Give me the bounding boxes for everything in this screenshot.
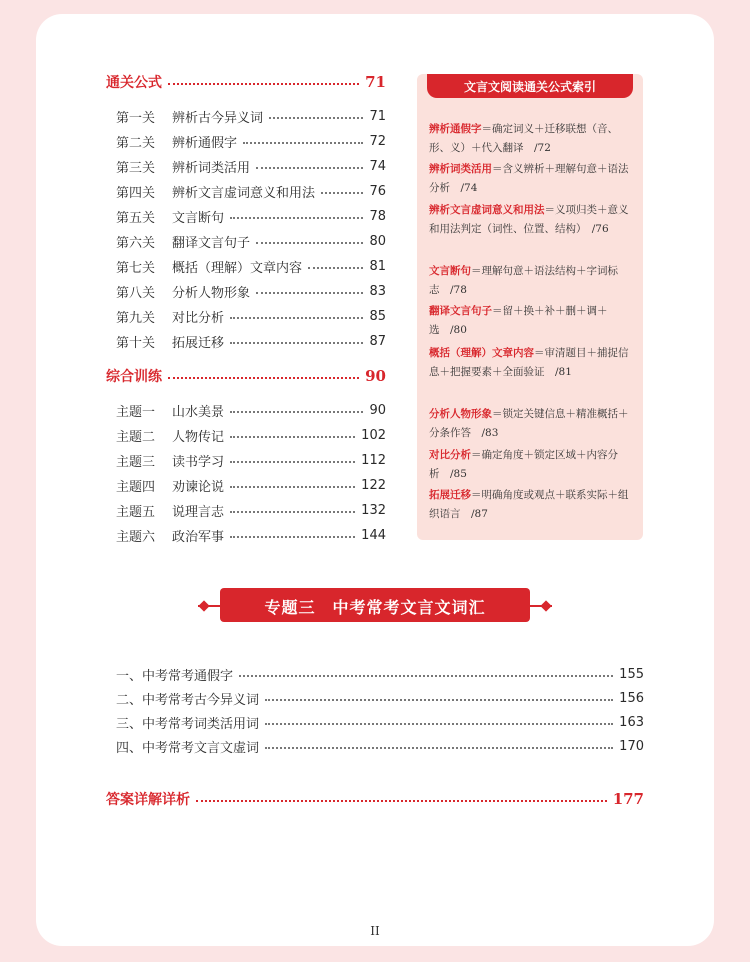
leader-dots — [230, 486, 355, 488]
toc-entry[interactable] — [116, 231, 386, 251]
entry-number: 第五关 — [116, 210, 156, 226]
toc-entry[interactable] — [116, 256, 386, 276]
entry-page: 76 — [369, 183, 386, 199]
entry-title: 辨析词类活用 — [172, 160, 251, 176]
entry-page: 81 — [369, 258, 386, 274]
leader-dots — [256, 292, 363, 294]
banner-title: 专题三 中考常考文言文词汇 — [264, 598, 486, 617]
entry-title: 文言断句 — [172, 210, 225, 226]
toc-entry[interactable] — [116, 281, 386, 301]
entry-number: 主题五 — [116, 504, 156, 520]
entry-page: 170 — [619, 738, 644, 754]
leader-dots — [230, 342, 363, 344]
index-entry-text: ＝明确角度或观点＋联系实际＋组织语言 /87 — [429, 489, 629, 520]
toc-entry[interactable] — [116, 500, 386, 520]
index-title: 文言文阅读通关公式索引 — [463, 80, 596, 94]
topic-banner[interactable] — [198, 586, 552, 626]
entry-page: 163 — [619, 714, 644, 730]
entry-number: 第二关 — [116, 135, 156, 151]
leader-dots — [230, 436, 355, 438]
toc-section-formulas[interactable] — [106, 72, 386, 92]
leader-dots — [256, 167, 363, 169]
entry-page: 156 — [619, 690, 644, 706]
entry-number: 主题一 — [116, 404, 156, 420]
index-entry[interactable] — [429, 344, 635, 382]
leader-dots — [230, 411, 363, 413]
toc-entry[interactable] — [116, 425, 386, 445]
index-entry[interactable] — [429, 405, 635, 443]
entry-page: 71 — [369, 108, 386, 124]
toc-entry[interactable] — [116, 131, 386, 151]
entry-title: 三、中考常考词类活用词 — [116, 716, 260, 732]
index-entry-text: ＝确定词义＋迁移联想（音、形、义）＋代入翻译 /72 — [429, 123, 618, 154]
index-entry-key: 辨析通假字 — [429, 123, 482, 135]
index-entry-text: ＝义项归类＋意义和用法判定（词性、位置、结构） /76 — [429, 204, 629, 235]
leader-dots — [230, 536, 355, 538]
entry-number: 第九关 — [116, 310, 156, 326]
index-entry-text: ＝留＋换＋补＋删＋调＋选 /80 — [429, 305, 608, 336]
entry-page: 83 — [369, 283, 386, 299]
leader-dots — [269, 117, 363, 119]
entry-number: 第六关 — [116, 235, 156, 251]
banner-ornament-right — [540, 600, 551, 611]
entry-number: 第七关 — [116, 260, 156, 276]
leader-dots — [243, 142, 363, 144]
entry-title: 分析人物形象 — [172, 285, 251, 301]
entry-page: 122 — [361, 477, 386, 493]
section-page: 71 — [365, 73, 386, 91]
entry-number: 主题二 — [116, 429, 156, 445]
index-header — [417, 74, 643, 98]
leader-dots — [230, 511, 355, 513]
index-entry-key: 辨析文言虚词意义和用法 — [429, 204, 545, 216]
toc-entry[interactable] — [116, 450, 386, 470]
toc-entry[interactable] — [116, 181, 386, 201]
toc-entry[interactable] — [116, 206, 386, 226]
entry-title: 人物传记 — [172, 429, 225, 445]
index-entry[interactable] — [429, 201, 635, 239]
entry-number: 第四关 — [116, 185, 156, 201]
toc-entry[interactable] — [116, 664, 644, 684]
leader-dots — [256, 242, 363, 244]
entry-number: 主题四 — [116, 479, 156, 495]
toc-entry[interactable] — [116, 688, 644, 708]
toc-entry[interactable] — [116, 331, 386, 351]
section-page: 90 — [365, 367, 386, 385]
toc-entry[interactable] — [116, 106, 386, 126]
index-entry-text: ＝确定角度＋锁定区域＋内容分析 /85 — [429, 449, 618, 480]
toc-entry[interactable] — [116, 525, 386, 545]
leader-dots — [196, 800, 607, 802]
entry-title: 山水美景 — [172, 404, 225, 420]
entry-title: 对比分析 — [172, 310, 225, 326]
entry-title: 概括（理解）文章内容 — [172, 260, 303, 276]
leader-dots — [230, 217, 363, 219]
index-entry-key: 文言断句 — [429, 265, 471, 277]
entry-number: 第八关 — [116, 285, 156, 301]
leader-dots — [230, 461, 355, 463]
index-entry-key: 概括（理解）文章内容 — [429, 347, 534, 359]
toc-entry[interactable] — [116, 306, 386, 326]
entry-page: 87 — [369, 333, 386, 349]
entry-page: 80 — [369, 233, 386, 249]
entry-title: 政治军事 — [172, 529, 225, 545]
entry-title: 四、中考常考文言文虚词 — [116, 740, 260, 756]
entry-page: 78 — [369, 208, 386, 224]
entry-title: 拓展迁移 — [172, 335, 225, 351]
index-entry-text: ＝审清题目＋捕捉信息＋把握要素＋全面验证 /81 — [429, 347, 629, 378]
entry-number: 第十关 — [116, 335, 156, 351]
entry-title: 辨析通假字 — [172, 135, 238, 151]
index-entry-text: ＝理解句意＋语法结构＋字词标志 /78 — [429, 265, 618, 296]
entry-title: 翻译文言句子 — [172, 235, 251, 251]
leader-dots — [265, 747, 613, 749]
banner-box — [220, 588, 530, 622]
entry-title: 劝谏论说 — [172, 479, 225, 495]
index-entry-text: ＝锁定关键信息＋精准概括＋分条作答 /83 — [429, 408, 629, 439]
entry-number: 主题三 — [116, 454, 156, 470]
entry-page: 85 — [369, 308, 386, 324]
index-entry-key: 辨析词类活用 — [429, 163, 492, 175]
toc-entry[interactable] — [116, 736, 644, 756]
entry-title: 辨析古今异义词 — [172, 110, 264, 126]
index-entry[interactable] — [429, 446, 635, 484]
toc-section-answers[interactable] — [106, 789, 644, 809]
entry-page: 132 — [361, 502, 386, 518]
section-label: 综合训练 — [106, 369, 162, 385]
leader-dots — [265, 723, 613, 725]
leader-dots — [230, 317, 363, 319]
entry-page: 90 — [369, 402, 386, 418]
leader-dots — [321, 192, 363, 194]
leader-dots — [168, 83, 359, 85]
entry-page: 72 — [369, 133, 386, 149]
index-entry-key: 拓展迁移 — [429, 489, 471, 501]
index-entry-key: 翻译文言句子 — [429, 305, 492, 317]
page-number: II — [370, 924, 380, 938]
toc-entry[interactable] — [116, 712, 644, 732]
index-entry-key: 分析人物形象 — [429, 408, 492, 420]
entry-page: 74 — [369, 158, 386, 174]
index-entry[interactable] — [429, 262, 635, 300]
entry-number: 第三关 — [116, 160, 156, 176]
section-label: 答案详解详析 — [106, 792, 190, 808]
entry-number: 第一关 — [116, 110, 156, 126]
leader-dots — [308, 267, 363, 269]
leader-dots — [239, 675, 613, 677]
entry-title: 一、中考常考通假字 — [116, 668, 234, 684]
index-entry[interactable] — [429, 486, 635, 524]
leader-dots — [168, 377, 359, 379]
entry-page: 102 — [361, 427, 386, 443]
toc-entry[interactable] — [116, 475, 386, 495]
index-entry-key: 对比分析 — [429, 449, 471, 461]
section-label: 通关公式 — [106, 75, 162, 91]
entry-title: 读书学习 — [172, 454, 225, 470]
entry-page: 155 — [619, 666, 644, 682]
index-entry[interactable] — [429, 160, 635, 198]
toc-entry[interactable] — [116, 400, 386, 420]
entry-page: 144 — [361, 527, 386, 543]
entry-title: 二、中考常考古今异义词 — [116, 692, 260, 708]
section-page: 177 — [612, 790, 644, 808]
banner-ornament-left — [198, 600, 209, 611]
entry-title: 说理言志 — [172, 504, 225, 520]
entry-number: 主题六 — [116, 529, 156, 545]
toc-entry[interactable] — [116, 156, 386, 176]
toc-section-training[interactable] — [106, 366, 386, 386]
entry-page: 112 — [361, 452, 386, 468]
index-entry[interactable] — [429, 120, 635, 158]
formula-index-box — [417, 74, 643, 540]
entry-title: 辨析文言虚词意义和用法 — [172, 185, 316, 201]
index-entry-text: ＝含义辨析＋理解句意＋语法分析 /74 — [429, 163, 629, 194]
index-entry[interactable] — [429, 302, 635, 340]
leader-dots — [265, 699, 613, 701]
